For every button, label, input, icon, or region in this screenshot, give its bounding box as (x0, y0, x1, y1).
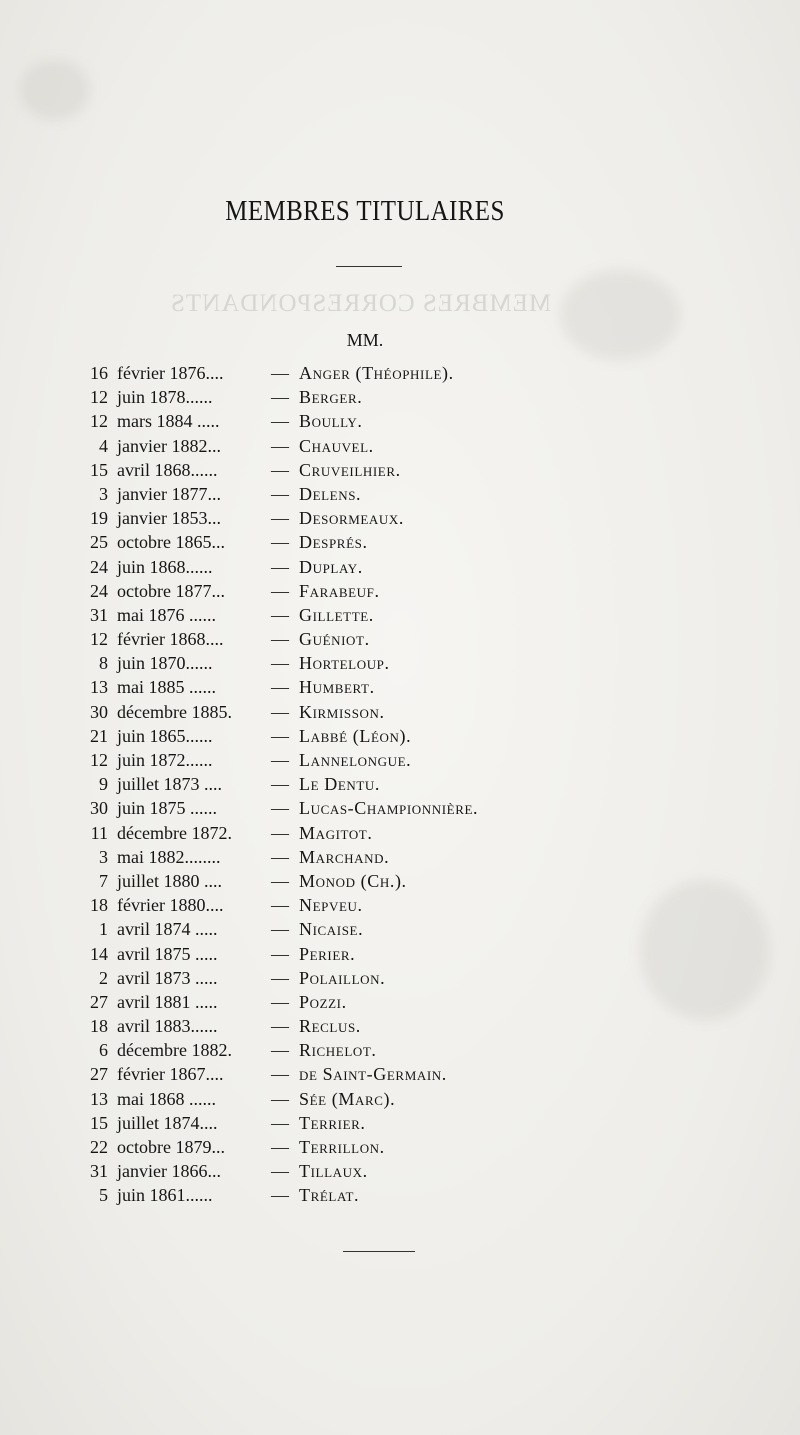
member-list (0, 361, 800, 1208)
member-dash: — (271, 629, 289, 650)
member-name: Guéniot. (299, 629, 370, 650)
member-dash: — (271, 774, 289, 795)
member-day: 1 (99, 919, 108, 940)
member-election-date: décembre 1882. (117, 1040, 232, 1061)
member-election-date: avril 1868...... (117, 459, 218, 480)
member-day: 8 (99, 653, 108, 674)
member-row (0, 917, 800, 941)
member-election-date: juin 1872...... (117, 750, 213, 770)
member-row (0, 530, 800, 554)
member-election-date: juillet 1874.... (117, 1112, 218, 1133)
member-name: Gillette. (299, 604, 374, 625)
paper-stain (20, 60, 90, 120)
page-title: MEMBRES TITULAIRES (225, 195, 505, 227)
member-row (0, 966, 800, 990)
member-day: 15 (90, 1112, 108, 1133)
member-row (0, 821, 800, 845)
member-name: Lucas-Championnière. (299, 798, 479, 819)
member-election-date: février 1880.... (117, 895, 224, 916)
member-row (0, 506, 800, 530)
member-row (0, 1087, 800, 1111)
member-day: 12 (90, 411, 108, 432)
member-dash: — (271, 870, 289, 891)
member-dash: — (271, 846, 289, 867)
member-dash: — (271, 1161, 289, 1182)
member-name: Perier. (299, 943, 356, 964)
member-dash: — (271, 1185, 289, 1206)
member-election-date: avril 1874 ..... (117, 919, 218, 940)
member-day: 31 (90, 1161, 108, 1182)
member-name: Monod (Ch.). (299, 870, 407, 891)
member-name: Cruveilhier. (299, 459, 401, 480)
member-name: Marchand. (299, 846, 390, 867)
salutation: MM. (346, 330, 384, 350)
member-row (0, 845, 800, 869)
member-row (0, 796, 800, 820)
member-election-date: janvier 1877... (117, 483, 221, 504)
member-name: Trélat. (299, 1185, 360, 1206)
member-dash: — (271, 750, 289, 770)
member-day: 25 (90, 532, 108, 553)
member-row (0, 1159, 800, 1183)
member-election-date: avril 1883...... (117, 1016, 218, 1037)
member-name: Anger (Théophile). (299, 363, 454, 383)
member-day: 18 (90, 895, 108, 916)
title-rule (336, 266, 402, 267)
member-name: Berger. (299, 387, 363, 408)
member-dash: — (271, 1137, 289, 1157)
member-name: Tillaux. (299, 1161, 368, 1182)
member-row (0, 700, 800, 724)
member-day: 11 (90, 822, 108, 843)
member-name: Reclus. (299, 1016, 361, 1037)
member-day: 13 (90, 1088, 108, 1109)
member-dash: — (271, 1016, 289, 1037)
member-name: Duplay. (299, 556, 363, 577)
member-election-date: avril 1875 ..... (117, 943, 218, 964)
member-election-date: février 1876.... (117, 363, 224, 383)
member-dash: — (271, 991, 289, 1012)
member-name: Lannelongue. (299, 750, 412, 770)
member-election-date: février 1867.... (117, 1064, 224, 1085)
member-row (0, 385, 800, 409)
member-dash: — (271, 580, 289, 601)
member-election-date: juillet 1873 .... (117, 774, 222, 795)
member-dash: — (271, 798, 289, 819)
member-name: Delens. (299, 483, 362, 504)
member-election-date: juin 1868...... (117, 556, 213, 577)
member-name: Nepveu. (299, 895, 363, 916)
member-day: 30 (90, 701, 108, 722)
member-dash: — (271, 1040, 289, 1061)
member-election-date: mai 1868 ...... (117, 1088, 216, 1109)
member-day: 18 (90, 1016, 108, 1037)
member-name: Horteloup. (299, 653, 390, 674)
member-row (0, 724, 800, 748)
member-dash: — (271, 483, 289, 504)
member-election-date: octobre 1865... (117, 532, 225, 553)
member-election-date: juillet 1880 .... (117, 870, 222, 891)
member-day: 27 (90, 991, 108, 1012)
member-name: Humbert. (299, 677, 375, 698)
member-name: Terrier. (299, 1112, 366, 1133)
member-day: 13 (90, 677, 108, 698)
member-row (0, 1014, 800, 1038)
member-row (0, 1038, 800, 1062)
member-dash: — (271, 604, 289, 625)
member-election-date: juin 1875 ...... (117, 798, 218, 819)
member-day: 12 (90, 750, 108, 770)
member-name: Labbé (Léon). (299, 725, 412, 746)
member-dash: — (271, 653, 289, 674)
member-dash: — (271, 919, 289, 940)
member-day: 30 (90, 798, 108, 819)
member-day: 19 (90, 508, 108, 529)
member-day: 9 (99, 774, 108, 795)
member-day: 21 (90, 725, 108, 746)
member-election-date: avril 1873 ..... (117, 967, 218, 988)
member-row (0, 893, 800, 917)
member-dash: — (271, 895, 289, 916)
member-election-date: décembre 1872. (117, 822, 232, 843)
member-row (0, 772, 800, 796)
member-election-date: juin 1861...... (117, 1185, 213, 1206)
member-dash: — (271, 967, 289, 988)
member-dash: — (271, 822, 289, 843)
member-dash: — (271, 701, 289, 722)
member-name: Després. (299, 532, 368, 553)
member-row (0, 434, 800, 458)
member-day: 24 (90, 580, 108, 601)
member-day: 12 (90, 629, 108, 650)
member-row (0, 361, 800, 385)
member-name: Kirmisson. (299, 701, 385, 722)
member-day: 16 (90, 363, 108, 383)
member-election-date: octobre 1879... (117, 1137, 225, 1157)
member-dash: — (271, 1112, 289, 1133)
member-name: Sée (Marc). (299, 1088, 396, 1109)
member-row (0, 555, 800, 579)
member-day: 4 (99, 435, 108, 456)
member-row (0, 458, 800, 482)
member-election-date: mars 1884 ..... (117, 411, 220, 432)
member-row (0, 942, 800, 966)
member-day: 6 (99, 1040, 108, 1061)
member-row (0, 1135, 800, 1159)
member-row (0, 651, 800, 675)
member-name: Farabeuf. (299, 580, 380, 601)
member-dash: — (271, 532, 289, 553)
member-day: 14 (90, 943, 108, 964)
member-dash: — (271, 1064, 289, 1085)
member-election-date: juin 1870...... (117, 653, 213, 674)
member-name: Magitot. (299, 822, 373, 843)
member-election-date: mai 1882........ (117, 846, 221, 867)
member-dash: — (271, 411, 289, 432)
member-name: Pozzi. (299, 991, 347, 1012)
member-day: 3 (99, 846, 108, 867)
member-name: Richelot. (299, 1040, 377, 1061)
member-election-date: octobre 1877... (117, 580, 225, 601)
member-day: 15 (90, 459, 108, 480)
member-name: Polaillon. (299, 967, 386, 988)
member-name: Boully. (299, 411, 363, 432)
member-election-date: décembre 1885. (117, 701, 232, 722)
member-dash: — (271, 508, 289, 529)
member-dash: — (271, 387, 289, 408)
member-row (0, 990, 800, 1014)
member-row (0, 1183, 800, 1207)
member-dash: — (271, 363, 289, 383)
member-name: Terrillon. (299, 1137, 385, 1157)
member-day: 24 (90, 556, 108, 577)
member-dash: — (271, 459, 289, 480)
member-name: de Saint-Germain. (299, 1064, 447, 1085)
member-dash: — (271, 556, 289, 577)
member-election-date: avril 1881 ..... (117, 991, 218, 1012)
member-name: Chauvel. (299, 435, 374, 456)
member-dash: — (271, 435, 289, 456)
bleed-through-text: MEMBRES CORRESPONDANTS (170, 290, 552, 317)
member-day: 27 (90, 1064, 108, 1085)
member-election-date: juin 1865...... (117, 725, 213, 746)
member-row (0, 579, 800, 603)
member-day: 5 (99, 1185, 108, 1206)
member-row (0, 675, 800, 699)
member-election-date: février 1868.... (117, 629, 224, 650)
member-election-date: juin 1878...... (117, 387, 213, 408)
member-name: Nicaise. (299, 919, 364, 940)
member-dash: — (271, 1088, 289, 1109)
member-row (0, 603, 800, 627)
member-day: 22 (90, 1137, 108, 1157)
member-election-date: mai 1885 ...... (117, 677, 216, 698)
member-dash: — (271, 677, 289, 698)
member-election-date: janvier 1866... (117, 1161, 221, 1182)
member-row (0, 1062, 800, 1086)
member-name: Desormeaux. (299, 508, 404, 529)
member-row (0, 409, 800, 433)
member-row (0, 482, 800, 506)
member-row (0, 1111, 800, 1135)
member-day: 2 (99, 967, 108, 988)
member-day: 7 (99, 870, 108, 891)
member-row (0, 748, 800, 772)
end-rule (343, 1251, 415, 1252)
member-election-date: mai 1876 ...... (117, 604, 216, 625)
member-day: 12 (90, 387, 108, 408)
member-row (0, 869, 800, 893)
member-day: 31 (90, 604, 108, 625)
member-election-date: janvier 1853... (117, 508, 221, 529)
member-name: Le Dentu. (299, 774, 380, 795)
member-election-date: janvier 1882... (117, 435, 221, 456)
member-row (0, 627, 800, 651)
member-dash: — (271, 725, 289, 746)
member-day: 3 (99, 483, 108, 504)
member-dash: — (271, 943, 289, 964)
